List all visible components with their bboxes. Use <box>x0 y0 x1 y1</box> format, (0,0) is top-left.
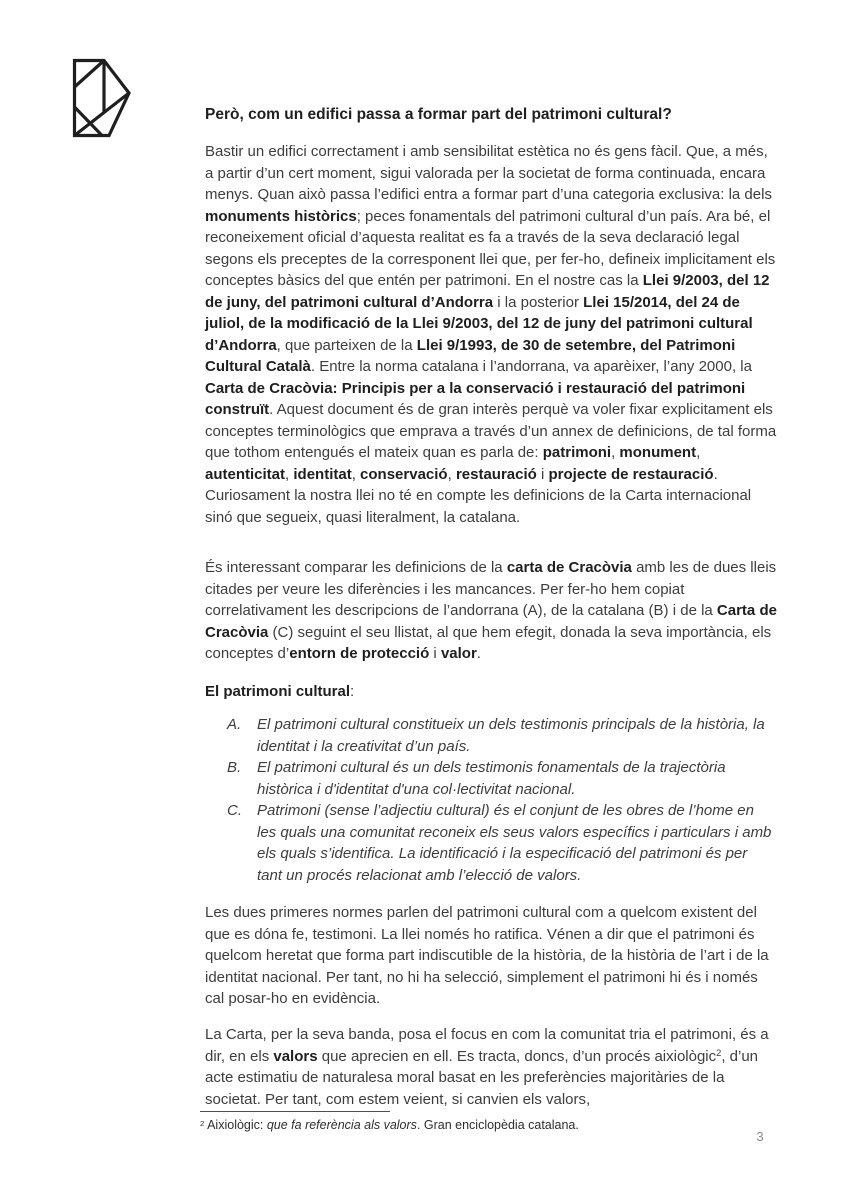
geometric-polygon-logo-icon <box>72 58 132 138</box>
page-title: Però, com un edifici passa a formar part del patrimoni cultural? <box>205 106 672 123</box>
footnote-separator <box>200 1111 390 1112</box>
list-item-a-marker: A. <box>227 716 242 733</box>
paragraph-carta: La Carta, per la seva banda, posa el focus en com la comunitat tria el patrimoni, és a dir, en els valors que aprecien en ell. Es tracta, doncs, d’un procés aixiològic$^2$, d’un acte estimatiu de naturalesa moral basat en les preferències majoritàries de la societat. Per tant, com estem veient, si canvien els valors, <box>205 1026 769 1108</box>
footnote-text: $^2$ Aixiològic: que fa referència als valors. Gran enciclopèdia catalana. <box>200 1118 579 1132</box>
list-item-c-marker: C. <box>227 802 242 819</box>
section-heading-label: El patrimoni cultural <box>205 683 351 700</box>
section-heading <box>205 681 777 703</box>
page-number: 3 <box>756 1129 764 1144</box>
section-heading-colon: : <box>350 683 355 700</box>
list-item-c <box>227 800 775 886</box>
list-item-b-marker: B. <box>227 759 242 776</box>
list-item-b-text: El patrimoni cultural és un dels testimonis fonamentals de la trajectòria històrica i d'identitat d'una col·lectivitat nacional. <box>257 759 726 798</box>
list-item-b <box>227 757 775 800</box>
list-item-a-text: El patrimoni cultural constitueix un dels testimonis principals de la història, la identitat i la creativitat d’un país. <box>257 716 765 755</box>
paragraph-comparison: És interessant comparar les definicions de la carta de Cracòvia amb les de dues lleis citades per veure les diferències i les mancances. Per fer-ho hem copiat correlativament les descripcions de l’andorrana (A), de la catalana (B) i de la Carta de Cracòvia (C) seguint el seu llistat, al que hem efegit, donada la seva importància, els conceptes d’entorn de protecció i valor. <box>205 559 777 662</box>
list-item-c-text: Patrimoni (sense l’adjectiu cultural) és el conjunt de les obres de l’home en les quals una comunitat reconeix els seus valors específics i particulars i amb els quals s’identifica. La identificació i la especificació del patrimoni és per tant un procés relacionat amb l’elecció de valors. <box>257 802 772 884</box>
definition-list <box>227 714 775 886</box>
paragraph-normes: Les dues primeres normes parlen del patrimoni cultural com a quelcom existent del que es dóna fe, testimoni. La llei només ho ratifica. Vénen a dir que el patrimoni és quelcom heretat que forma part indiscutible de la història, de la història de l’art i de la identitat nacional. Per tant, no hi ha selecció, simplement el patrimoni hi és i només cal posar-ho en evidència. <box>205 904 769 1007</box>
paragraph-intro: Bastir un edifici correctament i amb sensibilitat estètica no és gens fàcil. Que, a més, a partir d’un cert moment, sigui valorada per la societat de forma continuada, encara menys. Quan això passa l’edifici entra a formar part d’una categoria exclusiva: la dels monuments històrics; peces fonamentals del patrimoni cultural d’un país. Ara bé, el reconeixement oficial d’aquesta realitat es fa a través de la seva declaració legal segons els preceptes de la corresponent llei que, per fer-ho, defineix implicitament els conceptes bàsics del que entén per patrimoni. En el nostre cas la Llei 9/2003, del 12 de juny, del patrimoni cultural d’Andorra i la posterior Llei 15/2014, del 24 de juliol, de la modificació de la Llei 9/2003, del 12 de juny del patrimoni cultural d’Andorra, que parteixen de la Llei 9/1993, de 30 de setembre, del Patrimoni Cultural Català. Entre la norma catalana i l’andorrana, va aparèixer, l’any 2000, la Carta de Cracòvia: Principis per a la conservació i restauració del patrimoni construït. Aquest document és de gran interès perquè va voler fixar explicitament els conceptes terminològics que emprava a través d’un annex de definicions, de tal forma que tothom entengués el mateix quan es parla de: patrimoni, monument, autenticitat, identitat, conservació, restauració i projecte de restauració. Curiosament la nostra llei no té en compte les definicions de la Carta internacional sinó que segueix, quasi literalment, la catalana. <box>205 143 777 526</box>
list-item-a <box>227 714 775 757</box>
